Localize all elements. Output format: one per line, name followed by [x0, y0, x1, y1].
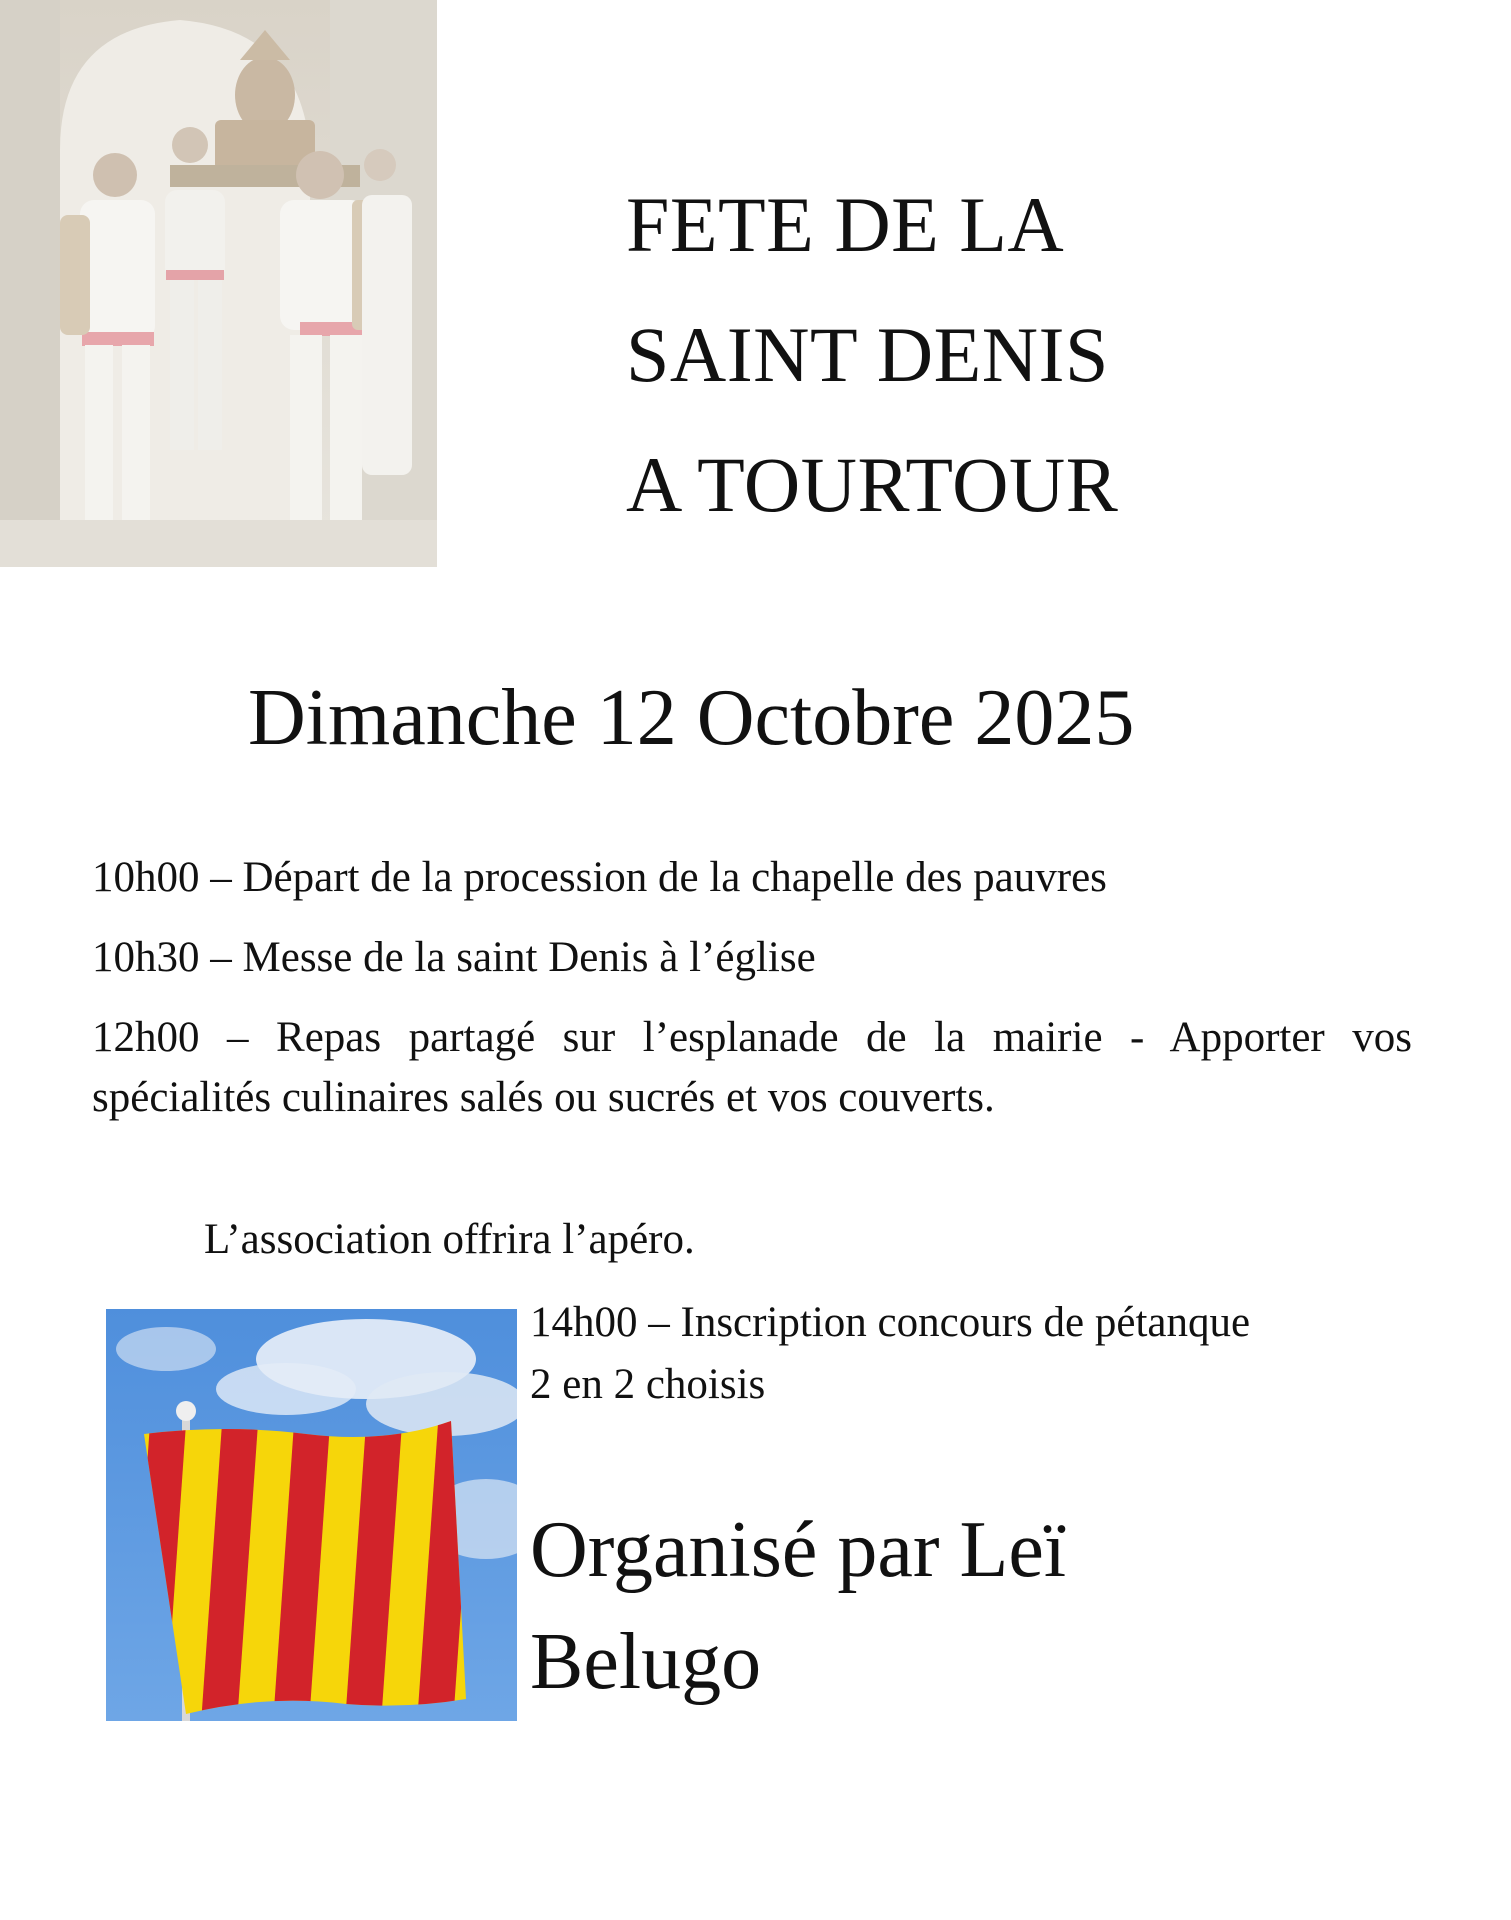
- event-date: Dimanche 12 Octobre 2025: [248, 674, 1135, 762]
- schedule-list: [92, 848, 1412, 1148]
- title-line-1: FETE DE LA: [626, 181, 1065, 268]
- organiser-line-2: Belugo: [530, 1618, 762, 1706]
- organiser-credit: [530, 1494, 1066, 1718]
- schedule-item-repas: 12h00 – Repas partagé sur l’esplanade de la mairie - Apporter vos spécialités culinaires salés ou sucrés et vos couverts.: [92, 1014, 1412, 1121]
- schedule-item-procession: 10h00 – Départ de la procession de la chapelle des pauvres: [92, 854, 1107, 901]
- title-line-3: A TOURTOUR: [626, 441, 1119, 528]
- procession-photo: [0, 0, 437, 567]
- petanque-line-1: 14h00 – Inscription concours de pétanque: [530, 1299, 1251, 1346]
- provence-flag-image: [106, 1309, 517, 1721]
- petanque-line-2: 2 en 2 choisis: [530, 1361, 766, 1408]
- event-title: [626, 160, 1118, 550]
- petanque-info: [530, 1292, 1250, 1416]
- schedule-item-messe: 10h30 – Messe de la saint Denis à l’église: [92, 934, 816, 981]
- apero-note: L’association offrira l’apéro.: [204, 1216, 695, 1263]
- organiser-line-1: Organisé par Leï: [530, 1506, 1067, 1594]
- title-line-2: SAINT DENIS: [626, 311, 1109, 398]
